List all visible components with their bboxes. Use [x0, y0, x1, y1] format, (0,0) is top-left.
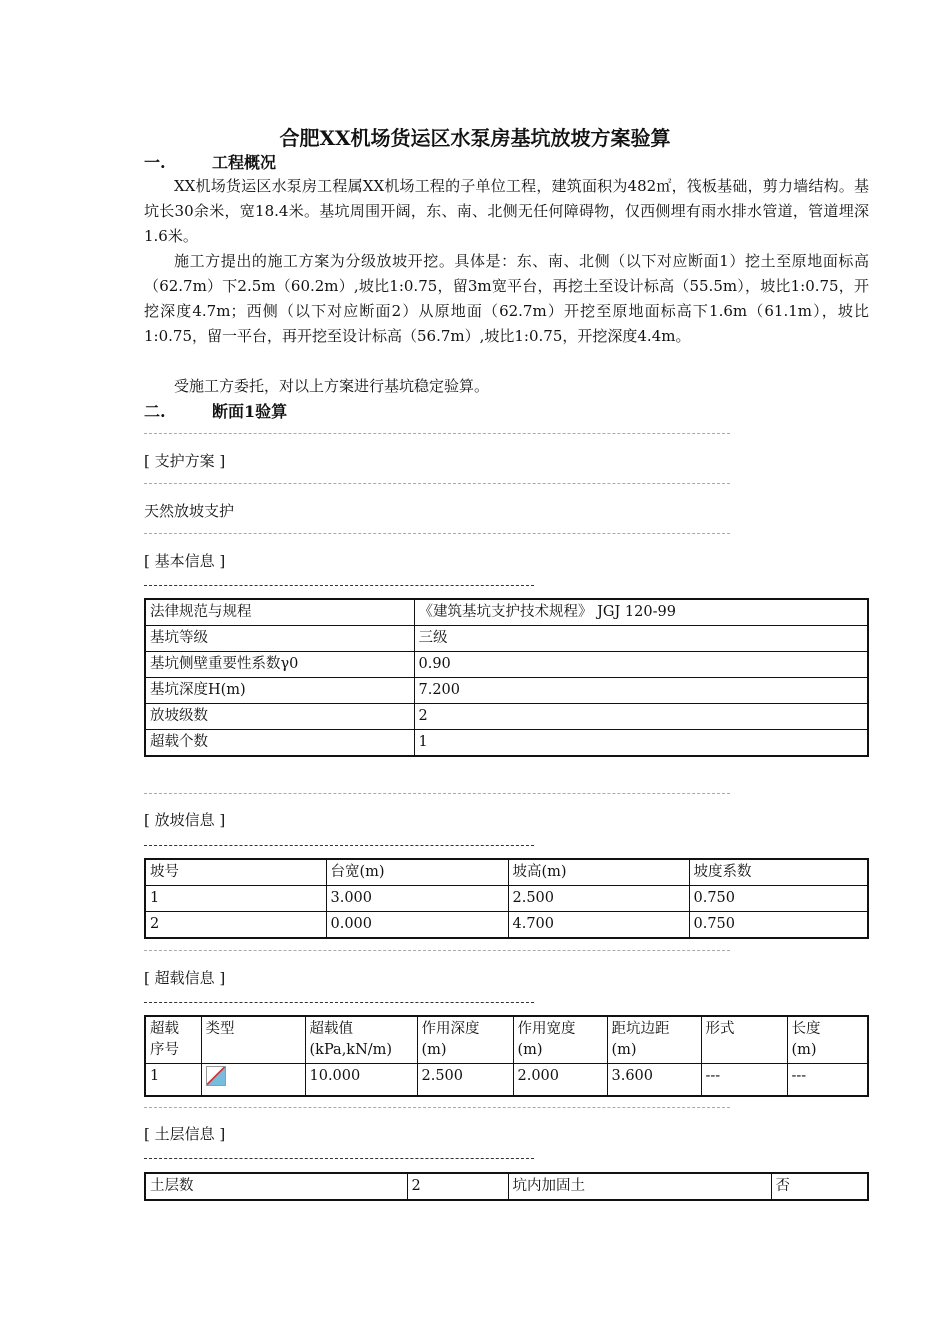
- table-cell: 1: [145, 1064, 201, 1097]
- table-cell: 0.750: [689, 886, 868, 912]
- table-cell: 2: [145, 912, 326, 939]
- divider: [144, 483, 730, 484]
- section-title: 工程概况: [212, 153, 277, 172]
- header-line: (m): [421, 1042, 447, 1058]
- divider: [144, 533, 730, 534]
- table-cell: 2.500: [508, 886, 689, 912]
- header-line: 作用深度: [421, 1021, 480, 1037]
- soil-info-label: [ 土层信息 ]: [144, 1125, 226, 1143]
- section-number: 二.: [144, 402, 166, 421]
- broken-image-icon: [206, 1066, 226, 1086]
- header-line: 超载值: [309, 1021, 353, 1037]
- table-cell: [201, 1064, 305, 1097]
- table-header: 坡号: [145, 859, 326, 886]
- header-line: 形式: [705, 1021, 735, 1037]
- table-cell: 0.750: [689, 912, 868, 939]
- table-cell: ---: [701, 1064, 787, 1097]
- table-header: [607, 1016, 701, 1064]
- table-cell: 3.000: [326, 886, 508, 912]
- table-row: [145, 886, 868, 912]
- table-cell: 7.200: [414, 678, 868, 704]
- header-line: 作用宽度: [517, 1021, 576, 1037]
- paragraph: 施工方提出的施工方案为分级放坡开挖。具体是：东、南、北侧（以下对应断面1）挖土至原地面标高（62.7m）下2.5m（60.2m）,坡比1:0.75，留3m宽平台，再挖土至设计标高（55.5m），坡比1:0.75，开挖深度4.7m；西侧（以下对应断面2）从原地面（62.7m）开挖至原地面标高下1.6m（61.1m），坡比1:0.75，留一平台，再开挖至设计标高（56.7m）,坡比1:0.75，开挖深度4.4m。: [144, 252, 869, 345]
- table-header: 坡高(m): [508, 859, 689, 886]
- load-info-table: [144, 1015, 869, 1097]
- table-cell: 基坑侧壁重要性系数γ0: [145, 652, 414, 678]
- table-cell: 1: [414, 730, 868, 757]
- table-header: [787, 1016, 868, 1064]
- table-cell: 否: [771, 1173, 868, 1200]
- divider: [144, 1002, 534, 1003]
- soil-info-table: [144, 1172, 869, 1201]
- table-cell: 法律规范与规程: [145, 599, 414, 626]
- table-cell: 1: [145, 886, 326, 912]
- table-row: [145, 1064, 868, 1097]
- section-heading-section1: [144, 399, 287, 422]
- load-info-label: [ 超载信息 ]: [144, 969, 226, 987]
- table-header: [145, 1016, 201, 1064]
- basic-info-table: [144, 598, 869, 757]
- table-cell: 2: [414, 704, 868, 730]
- table-header: 台宽(m): [326, 859, 508, 886]
- table-cell: 土层数: [145, 1173, 407, 1200]
- table-cell: 基坑深度H(m): [145, 678, 414, 704]
- table-cell: 3.600: [607, 1064, 701, 1097]
- section-heading-overview: [144, 150, 276, 173]
- header-line: (m): [611, 1042, 637, 1058]
- header-line: 序号: [150, 1042, 179, 1058]
- document-title: 合肥XX机场货运区水泵房基坑放坡方案验算: [279, 126, 671, 150]
- header-line: 超载: [150, 1021, 179, 1037]
- table-row: [145, 912, 868, 939]
- table-cell: 0.000: [326, 912, 508, 939]
- paragraph: XX机场货运区水泵房工程属XX机场工程的子单位工程，建筑面积为482㎡，筏板基础，剪力墙结构。基坑长30余米，宽18.4米。基坑周围开阔，东、南、北侧无任何障碍物，仅西侧埋有雨水排水管道，管道埋深1.6米。: [144, 177, 869, 245]
- header-line: (m): [517, 1042, 543, 1058]
- divider: [144, 585, 534, 586]
- table-row: [145, 730, 868, 757]
- header-line: 距坑边距: [611, 1021, 670, 1037]
- table-header-row: [145, 859, 868, 886]
- section-title: 断面1验算: [212, 402, 288, 421]
- table-cell: 超载个数: [145, 730, 414, 757]
- table-cell: 2.000: [513, 1064, 607, 1097]
- header-line: (kPa,kN/m): [309, 1042, 393, 1058]
- header-line: 类型: [205, 1021, 235, 1037]
- table-cell: 2.500: [417, 1064, 513, 1097]
- table-cell: 三级: [414, 626, 868, 652]
- slope-info-label: [ 放坡信息 ]: [144, 811, 226, 829]
- table-header: [701, 1016, 787, 1064]
- table-row: [145, 626, 868, 652]
- table-header: [201, 1016, 305, 1064]
- table-cell: 4.700: [508, 912, 689, 939]
- header-line: 长度: [791, 1021, 821, 1037]
- divider: [144, 845, 534, 846]
- divider: [144, 433, 730, 434]
- table-header: 坡度系数: [689, 859, 868, 886]
- table-cell: 基坑等级: [145, 626, 414, 652]
- table-cell: ---: [787, 1064, 868, 1097]
- header-line: (m): [791, 1042, 817, 1058]
- slope-info-table: [144, 858, 869, 939]
- table-cell: 坑内加固土: [508, 1173, 771, 1200]
- table-row: [145, 704, 868, 730]
- table-row: [145, 678, 868, 704]
- section-number: 一.: [144, 153, 166, 172]
- table-header: [513, 1016, 607, 1064]
- basic-info-label: [ 基本信息 ]: [144, 552, 226, 570]
- support-label: [ 支护方案 ]: [144, 452, 226, 470]
- table-row: [145, 652, 868, 678]
- divider: [144, 1158, 534, 1159]
- table-cell: 放坡级数: [145, 704, 414, 730]
- table-header: [417, 1016, 513, 1064]
- divider: [144, 793, 730, 794]
- table-cell: 0.90: [414, 652, 868, 678]
- table-cell: 《建筑基坑支护技术规程》 JGJ 120-99: [414, 599, 868, 626]
- table-row: [145, 1173, 868, 1200]
- divider: [144, 950, 730, 951]
- divider: [144, 1107, 730, 1108]
- support-value: 天然放坡支护: [144, 502, 235, 520]
- table-header-row: [145, 1016, 868, 1064]
- table-cell: 2: [407, 1173, 508, 1200]
- table-cell: 10.000: [305, 1064, 417, 1097]
- paragraph: 受施工方委托，对以上方案进行基坑稳定验算。: [174, 377, 490, 395]
- table-header: [305, 1016, 417, 1064]
- table-row: [145, 599, 868, 626]
